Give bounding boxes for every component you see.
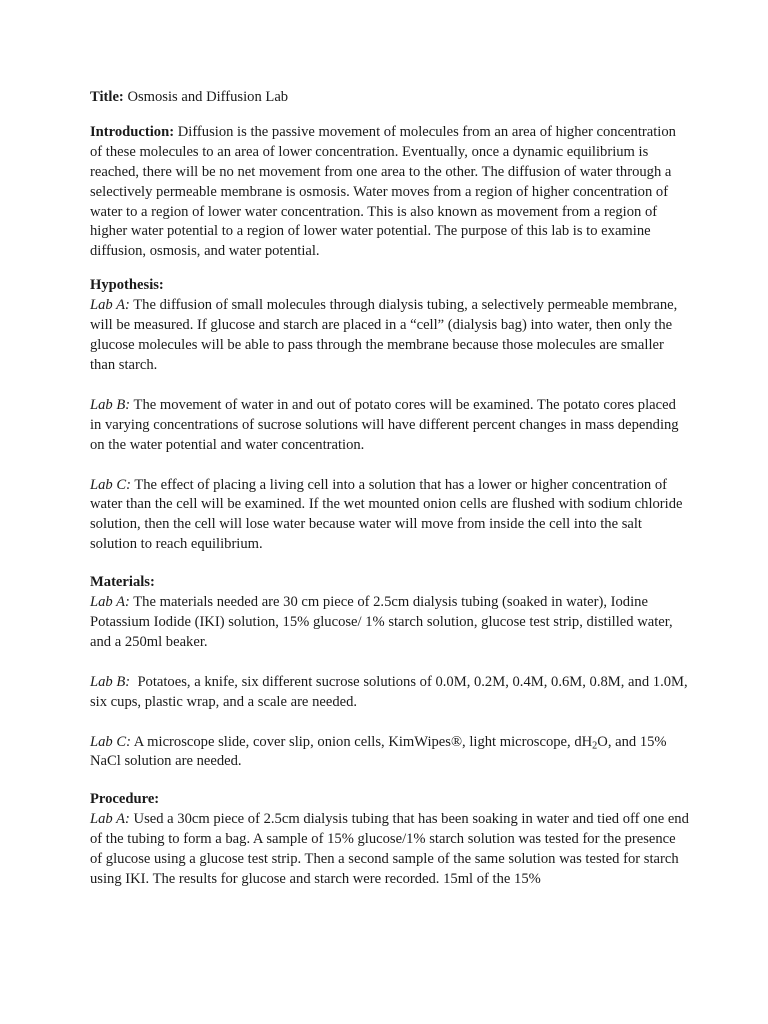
hypothesis-lab-a: [90, 296, 690, 376]
document-page: [90, 88, 690, 910]
hypothesis-heading: Hypothesis:: [90, 277, 164, 294]
materials-lab-c-text-after: O, and 15% NaCl solution are needed.: [90, 733, 667, 770]
hypothesis-lab-b: [90, 396, 690, 456]
lab-c-label: Lab C:: [90, 733, 131, 750]
document-title: Osmosis and Diffusion Lab: [127, 89, 289, 105]
hypothesis-lab-a-text: The diffusion of small molecules through dialysis tubing, a selectively permeable membrane, will be measured. If glucose and starch are placed in a “cell” (dialysis bag) into water, then only the glucose molecules will be able to pass through the membrane because those molecules are smaller than starch.: [90, 297, 678, 373]
materials-heading: Materials:: [90, 574, 155, 591]
materials-lab-b-text: Potatoes, a knife, six different sucrose solutions of 0.0M, 0.2M, 0.4M, 0.6M, 0.8M, and 1.0M, six cups, plastic wrap, and a scale are needed.: [90, 673, 688, 710]
procedure-heading: Procedure:: [90, 791, 160, 808]
materials-lab-b: [90, 673, 690, 713]
materials-lab-a-text: The materials needed are 30 cm piece of 2.5cm dialysis tubing (soaked in water), Iodine Potassium Iodide (IKI) solution, 15% glucose/ 1% starch solution, glucose test strip, distilled water, and a 250ml beaker.: [90, 594, 673, 650]
procedure-lab-a-text: Used a 30cm piece of 2.5cm dialysis tubing that has been soaking in water and tied off one end of the tubing to form a bag. A sample of 15% glucose/1% starch solution was tested for the presence of glucose using a glucose test strip. Then a second sample of the same solution was tested for starch using IKI. The results for glucose and starch were recorded. 15ml of the 15%: [90, 811, 689, 887]
water-subscript: 2: [592, 740, 598, 752]
materials-lab-c-text-before: A microscope slide, cover slip, onion cells, KimWipes®, light microscope, dH: [133, 733, 593, 750]
introduction-text: Diffusion is the passive movement of molecules from an area of higher concentration of these molecules to an area of lower concentration. Eventually, once a dynamic equilibrium is reached, there will be no net movement from one area to the other. The diffusion of water through a selectively permeable membrane is osmosis. Water moves from a region of higher concentration of water to a region of lower water concentration. This is also known as movement from a region of higher water potential to a region of lower water potential. The purpose of this lab is to examine diffusion, osmosis, and water potential.: [90, 123, 676, 260]
materials-lab-c: [90, 733, 690, 773]
hypothesis-lab-c: [90, 476, 690, 556]
lab-c-label: Lab C:: [90, 476, 131, 493]
lab-b-label: Lab B:: [90, 673, 131, 690]
introduction-label: Introduction:: [90, 123, 175, 140]
title-label: Title:: [90, 89, 124, 105]
lab-a-label: Lab A:: [90, 811, 130, 828]
procedure-lab-a: [90, 810, 690, 890]
materials-lab-a: [90, 593, 690, 653]
lab-b-label: Lab B:: [90, 396, 131, 413]
introduction-paragraph: [90, 123, 690, 262]
hypothesis-lab-c-text: The effect of placing a living cell into a solution that has a lower or higher concentration of water than the cell will be examined. If the wet mounted onion cells are flushed with sodium chloride solution, then the cell will lose water because water will move from inside the cell into the salt solution to reach equilibrium.: [90, 476, 683, 553]
title-line: [90, 88, 690, 108]
lab-a-label: Lab A:: [90, 594, 130, 611]
hypothesis-lab-b-text: The movement of water in and out of potato cores will be examined. The potato cores placed in varying concentrations of sucrose solutions will have different percent changes in mass depending on the water potential and water concentration.: [90, 396, 679, 453]
lab-a-label: Lab A:: [90, 297, 130, 314]
